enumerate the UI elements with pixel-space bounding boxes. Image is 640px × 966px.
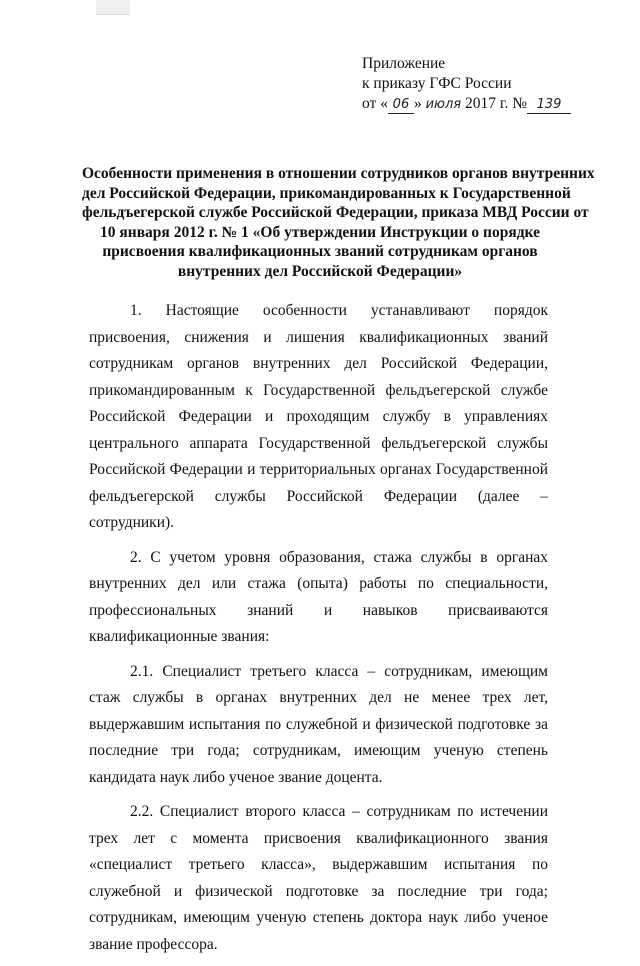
title-line: 10 января 2012 г. № 1 «Об утверждении Инструкции о порядке [100,223,540,241]
title-line: дел Российской Федерации, прикомандированных к Государственной [82,184,571,202]
title-line: Особенности применения в отношении сотрудников органов внутренних [82,165,595,182]
body-paragraph: 2.1. Специалист третьего класса – сотрудникам, имеющим стаж службы в органах внутренних дел не менее трех лет, выдержавшим испытания по служебной и физической подготовке за последние три года; сотрудникам, имеющим ученую степень кандидата наук либо ученое звание доцента. [89,662,548,786]
order-number-handwritten: 139 [527,97,571,114]
appendix-order-ref: к приказу ГФС России [362,75,512,92]
date-day-handwritten: 06 [388,97,414,114]
body-paragraph: 2.2. Специалист второго класса – сотрудникам по истечении трех лет с момента присвоения квалификационного звания «специалист третьего класса», выдержавшим испытания по служебной и физической подготовке за последние три года; сотрудникам, имеющим ученую степень доктора наук либо ученое звание профессора. [89,803,548,953]
title-line: внутренних дел Российской Федерации» [177,262,463,280]
date-close-quote: » [413,95,422,112]
document-title [82,164,595,281]
date-prefix: от « [362,95,388,112]
body-paragraph: 2. С учетом уровня образования, стажа службы в органах внутренних дел или стажа (опыта) работы по специальности, профессиональных знаний и навыков присваиваются квалификационные звания: [89,548,548,645]
title-line: фельдъегерской службе Российской Федерации, приказа МВД России от [82,204,589,221]
scan-artifact [96,0,130,15]
date-year: 2017 г. № [464,95,528,112]
body-paragraph: 1. Настоящие особенности устанавливают порядок присвоения, снижения и лишения квалификационных званий сотрудникам органов внутренних дел Российской Федерации, прикомандированным к Государственной фельдъегерской службе Российской Федерации и проходящим службу в управлениях центрального аппарата Государственной фельдъегерской службы Российской Федерации и территориальных органах Государственной фельдъегерской службы Российской Федерации (далее – сотрудники). [89,302,548,531]
appendix-header [362,54,571,115]
appendix-date-line [362,94,571,115]
document-body [89,298,548,966]
date-month-handwritten: июля [425,97,462,112]
title-line: присвоения квалификационных званий сотрудникам органов [102,243,538,260]
appendix-label: Приложение [362,55,446,72]
